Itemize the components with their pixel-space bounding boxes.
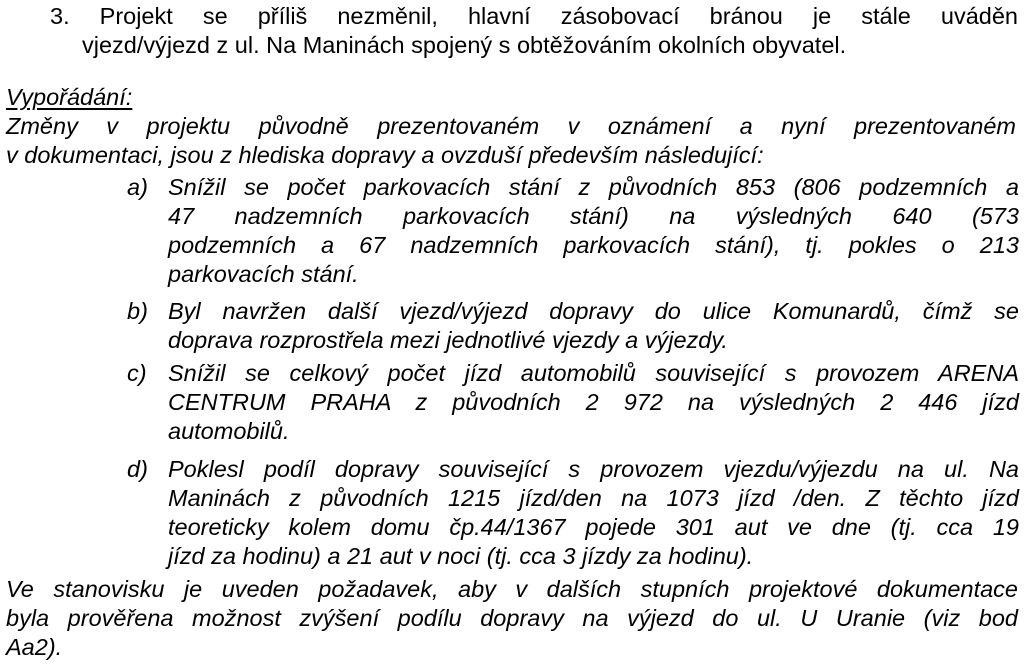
item-c-label: c) (127, 360, 147, 386)
closing-line-1: Ve stanovisku je uveden požadavek, aby v dalších stupních projektové dokumentace (6, 576, 1018, 602)
item-d-label: d) (127, 456, 148, 482)
point-3-line-1: 3. Projekt se příliš nezměnil, hlavní zásobovací bránou je stále uváděn (50, 3, 1018, 29)
item-b-label: b) (127, 298, 148, 324)
item-c-line-2: CENTRUM PRAHA z původních 2 972 na výsledných 2 446 jízd (168, 389, 1019, 415)
closing-line-2: byla prověřena možnost zvýšení podílu dopravy na výjezd do ul. U Uranie (viz bod (6, 605, 1018, 631)
section-heading: Vypořádání: (6, 84, 133, 110)
closing-line-3: Aa2). (6, 634, 63, 660)
item-d-line-1: Poklesl podíl dopravy související s provozem vjezdu/výjezdu na ul. Na (168, 456, 1019, 482)
item-b-line-1: Byl navržen další vjezd/výjezd dopravy do ulice Komunardů, čímž se (168, 298, 1019, 324)
intro-line-2: v dokumentaci, jsou z hlediska dopravy a ovzduší především následující: (6, 142, 764, 168)
item-a-label: a) (127, 174, 148, 200)
item-d-line-3: teoreticky kolem domu čp.44/1367 pojede 301 aut ve dne (tj. cca 19 (168, 514, 1019, 540)
item-a-line-3: podzemních a 67 nadzemních parkovacích stání), tj. pokles o 213 (168, 232, 1019, 258)
item-c-line-3: automobilů. (168, 418, 290, 444)
item-a-line-2: 47 nadzemních parkovacích stání) na výsledných 640 (573 (168, 203, 1019, 229)
point-3-line-2: vjezd/výjezd z ul. Na Maninách spojený s obtěžováním okolních obyvatel. (82, 32, 847, 58)
item-d-line-4: jízd za hodinu) a 21 aut v noci (tj. cca 3 jízdy za hodinu). (168, 543, 754, 569)
item-b-line-2: doprava rozprostřela mezi jednotlivé vjezdy a výjezdy. (168, 327, 728, 353)
item-a-line-4: parkovacích stání. (168, 261, 359, 287)
item-c-line-1: Snížil se celkový počet jízd automobilů související s provozem ARENA (168, 360, 1019, 386)
intro-line-1: Změny v projektu původně prezentovaném v oznámení a nyní prezentovaném (6, 113, 1016, 139)
item-d-line-2: Maninách z původních 1215 jízd/den na 1073 jízd /den. Z těchto jízd (168, 485, 1019, 511)
item-a-line-1: Snížil se počet parkovacích stání z původních 853 (806 podzemních a (168, 174, 1019, 200)
